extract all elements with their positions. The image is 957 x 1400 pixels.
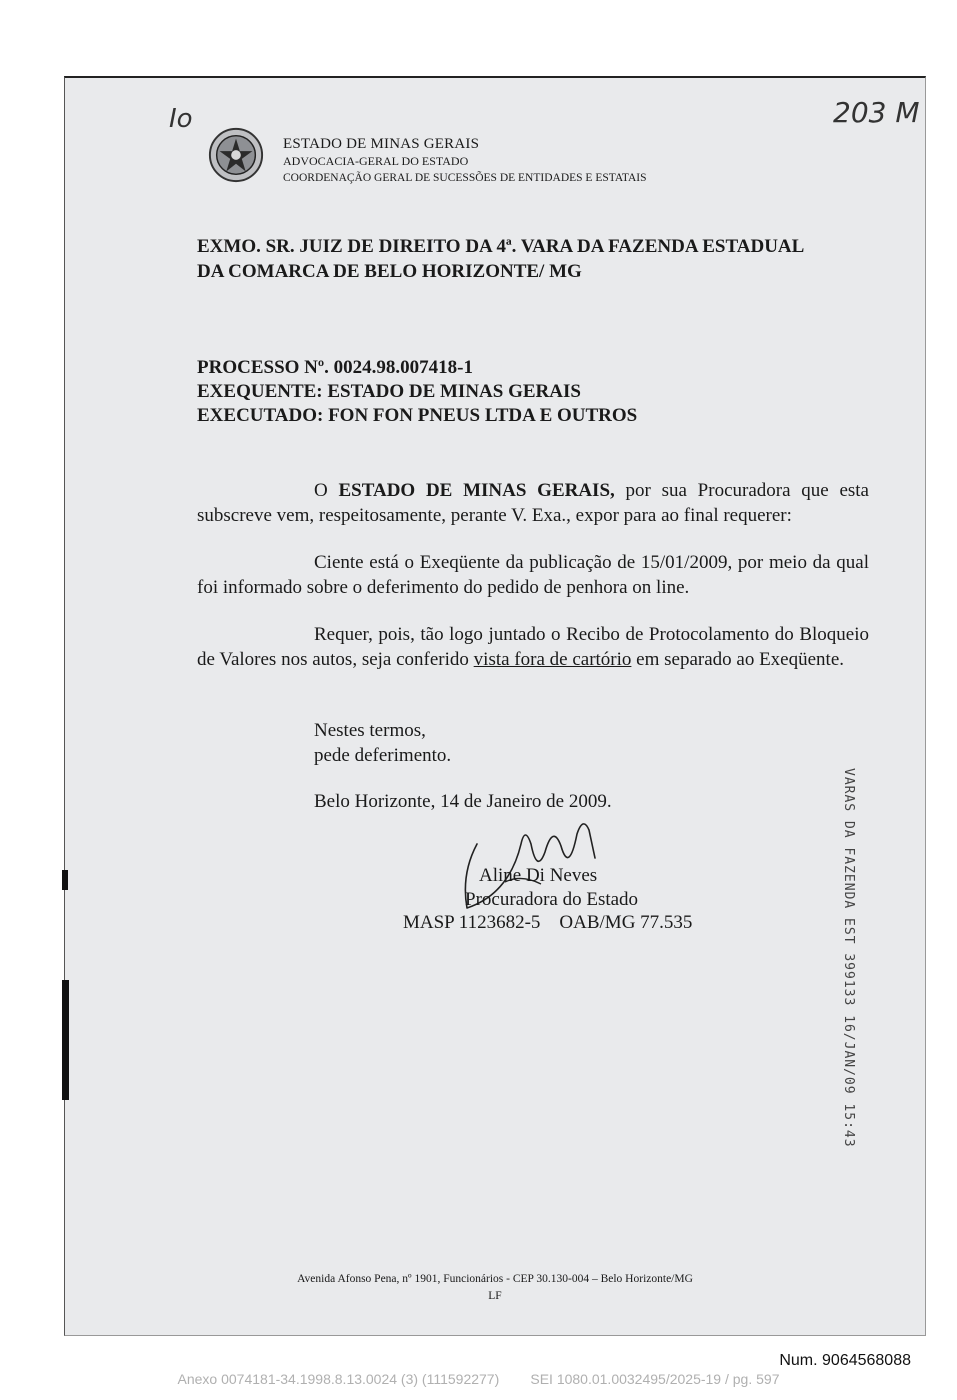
paragraph-3-underlined: vista fora de cartório <box>473 649 632 670</box>
body-paragraph-3 <box>197 622 869 672</box>
closing-block <box>314 718 451 768</box>
protocol-stamp: VARAS DA FAZENDA EST 399133 16/JAN/09 15:43 <box>841 768 856 1148</box>
paragraph-3-suffix: em separado ao Exeqüente. <box>631 649 845 670</box>
paragraph-1-rest: por sua Procuradora que esta subscreve vem, respeitosamente, perante V. Exa., expor para ao final requerer: <box>197 480 869 526</box>
coat-of-arms-seal-icon <box>207 126 265 184</box>
scan-edge-mark <box>62 980 69 1100</box>
signatory-block <box>465 864 638 912</box>
footer-initials: LF <box>488 1290 502 1302</box>
signatory-title: Procuradora do Estado <box>465 889 639 910</box>
institution-header <box>283 136 647 187</box>
header-agency: ADVOCACIA-GERAL DO ESTADO <box>283 154 469 168</box>
date-line: Belo Horizonte, 14 de Janeiro de 2009. <box>314 791 612 812</box>
header-coordination: COORDENAÇÃO GERAL DE SUCESSÕES DE ENTIDADES E ESTATAIS <box>283 172 647 184</box>
scan-edge-mark <box>62 870 68 890</box>
document-number: Num. 9064568088 <box>779 1352 911 1369</box>
paragraph-3-prefix: Requer, pois, tão logo juntado o Recibo de Protocolamento do Bloqueio de Valores nos autos, seja conferido <box>197 624 869 670</box>
handwritten-page-number: 203 M <box>833 96 920 129</box>
addressee-line-2: DA COMARCA DE BELO HORIZONTE/ MG <box>197 261 582 282</box>
scanned-document-page <box>64 76 926 1336</box>
signatory-registration: MASP 1123682-5 OAB/MG 77.535 <box>403 912 693 933</box>
addressee-block <box>197 234 877 284</box>
body-paragraph-2: Ciente está o Exeqüente da publicação de 15/01/2009, por meio da qual foi informado sobre o deferimento do pedido de penhora on line. <box>197 552 869 598</box>
process-number: PROCESSO Nº. 0024.98.007418-1 <box>197 357 473 378</box>
paragraph-1-prefix: O <box>314 480 339 501</box>
process-executado: EXECUTADO: FON FON PNEUS LTDA E OUTROS <box>197 405 638 426</box>
body-paragraph-1 <box>197 478 869 528</box>
closing-line-2: pede deferimento. <box>314 745 452 766</box>
handwritten-annotation-top-left: Io <box>169 104 193 134</box>
signatory-name: Aline Di Neves <box>479 865 598 886</box>
annex-reference: Anexo 0074181-34.1998.8.13.0024 (3) (111592277) SEI 1080.01.0032495/2025-19 / pg. 597 <box>177 1371 780 1387</box>
footer-address: Avenida Afonso Pena, nº 1901, Funcionários - CEP 30.130-004 – Belo Horizonte/MG <box>297 1273 693 1285</box>
header-state: ESTADO DE MINAS GERAIS <box>283 136 480 152</box>
closing-line-1: Nestes termos, <box>314 720 426 741</box>
process-exequente: EXEQUENTE: ESTADO DE MINAS GERAIS <box>197 381 581 402</box>
addressee-line-1: EXMO. SR. JUIZ DE DIREITO DA 4ª. VARA DA FAZENDA ESTADUAL <box>197 236 805 257</box>
paragraph-1-bold: ESTADO DE MINAS GERAIS, <box>338 480 615 501</box>
process-info-block <box>197 356 637 428</box>
